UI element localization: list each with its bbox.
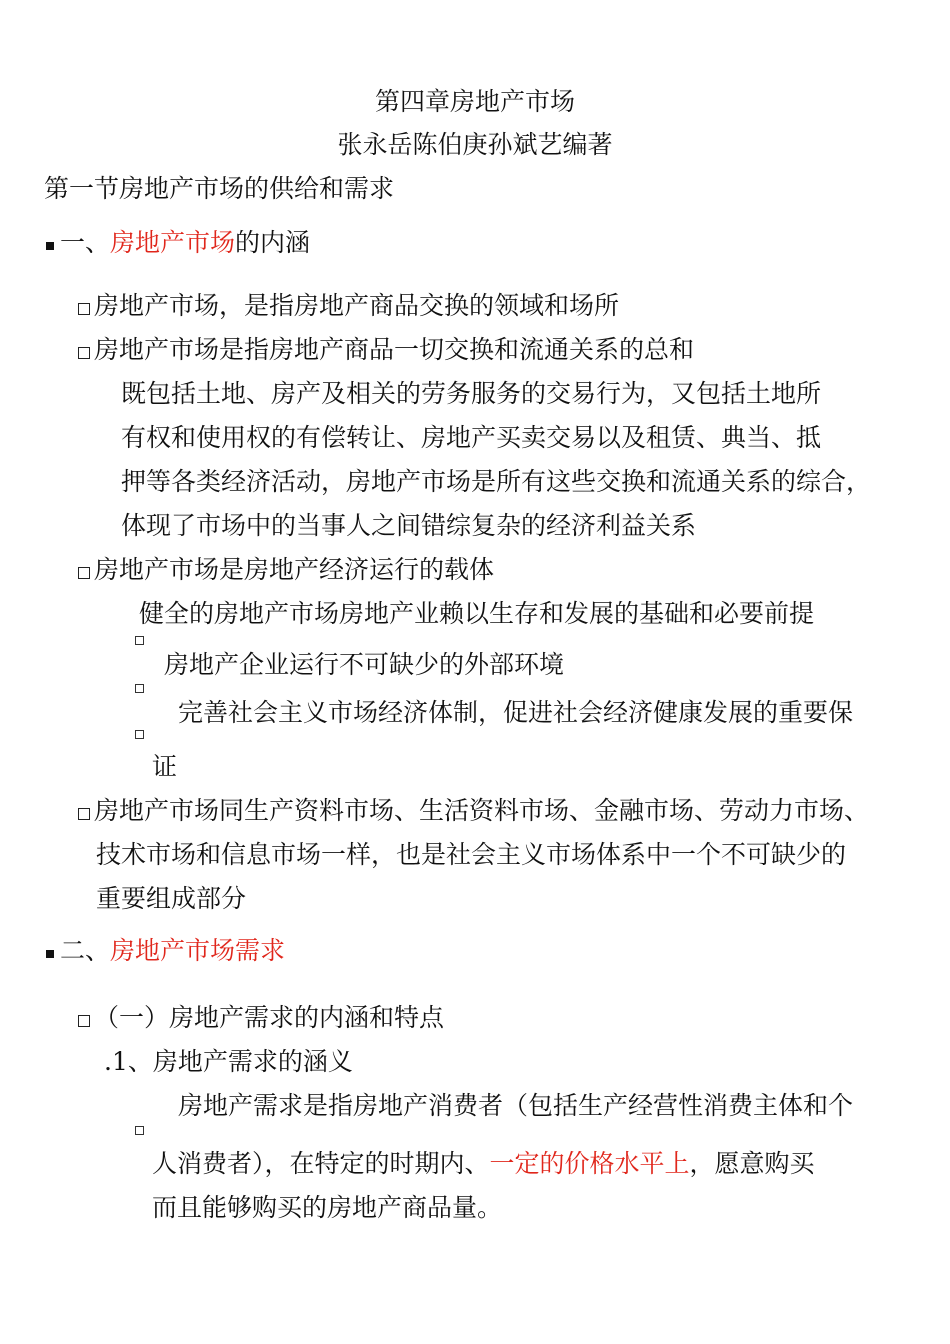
bullet-filled-icon (46, 242, 54, 250)
p2-line-2: 有权和使用权的有偿转让、房地产买卖交易以及租赁、典当、抵 (121, 423, 822, 452)
p2-line-4: 体现了市场中的当事人之间错综复杂的经济利益关系 (121, 511, 697, 540)
sub-bullet-icon (135, 636, 144, 645)
p4-line-3: 重要组成部分 (96, 884, 247, 913)
p4-line-2: 技术市场和信息市场一样，也是社会主义市场体系中一个不可缺少的 (96, 840, 847, 869)
bullet-p3: 房地产市场是房地产经济运行的载体 (78, 553, 494, 587)
p3-sub-3: 完善社会主义市场经济体制，促进社会经济健康发展的重要保 (178, 698, 854, 727)
bullet-square-icon (78, 347, 90, 359)
section-heading: 第一节房地产市场的供给和需求 (44, 174, 395, 203)
p2-line-3: 押等各类经济活动，房地产市场是所有这些交换和流通关系的综合， (121, 467, 872, 496)
definition-line-3: 而且能够购买的房地产商品量。 (152, 1193, 503, 1222)
p3-sub-1: 健全的房地产市场房地产业赖以生存和发展的基础和必要前提 (139, 599, 815, 628)
bullet-p1: 房地产市场，是指房地产商品交换的领域和场所 (78, 289, 619, 323)
p2-line-1: 既包括土地、房产及相关的劳务服务的交易行为，又包括土地所 (121, 379, 822, 408)
p3-sub-2: 房地产企业运行不可缺少的外部环境 (164, 650, 565, 679)
sub-bullet-icon (135, 684, 144, 693)
definition-line-1: 房地产需求是指房地产消费者（包括生产经营性消费主体和个 (178, 1091, 854, 1120)
bullet-square-icon (78, 567, 90, 579)
bullet-p2: 房地产市场是指房地产商品一切交换和流通关系的总和 (78, 333, 694, 367)
chapter-title: 第四章房地产市场 (374, 87, 575, 116)
subheading-1: （一）房地产需求的内涵和特点 (78, 1001, 444, 1035)
bullet-square-icon (78, 808, 90, 820)
subheading-1-1: .1、房地产需求的涵义 (104, 1047, 353, 1076)
sub-bullet-icon (135, 730, 144, 739)
sub-bullet-icon (135, 1126, 144, 1135)
heading-2: 二、房地产市场需求 (46, 934, 285, 968)
bullet-p4: 房地产市场同生产资料市场、生活资料市场、金融市场、劳动力市场、 (78, 794, 869, 828)
bullet-square-icon (78, 1015, 90, 1027)
heading-1: 一、房地产市场的内涵 (46, 226, 310, 260)
p3-sub-3-cont: 证 (152, 752, 178, 781)
bullet-square-icon (78, 303, 90, 315)
definition-line-2: 人消费者），在特定的时期内、一定的价格水平上，愿意购买 (152, 1149, 815, 1178)
bullet-filled-icon (46, 950, 54, 958)
authors: 张永岳陈伯庚孙斌艺编著 (337, 130, 613, 159)
